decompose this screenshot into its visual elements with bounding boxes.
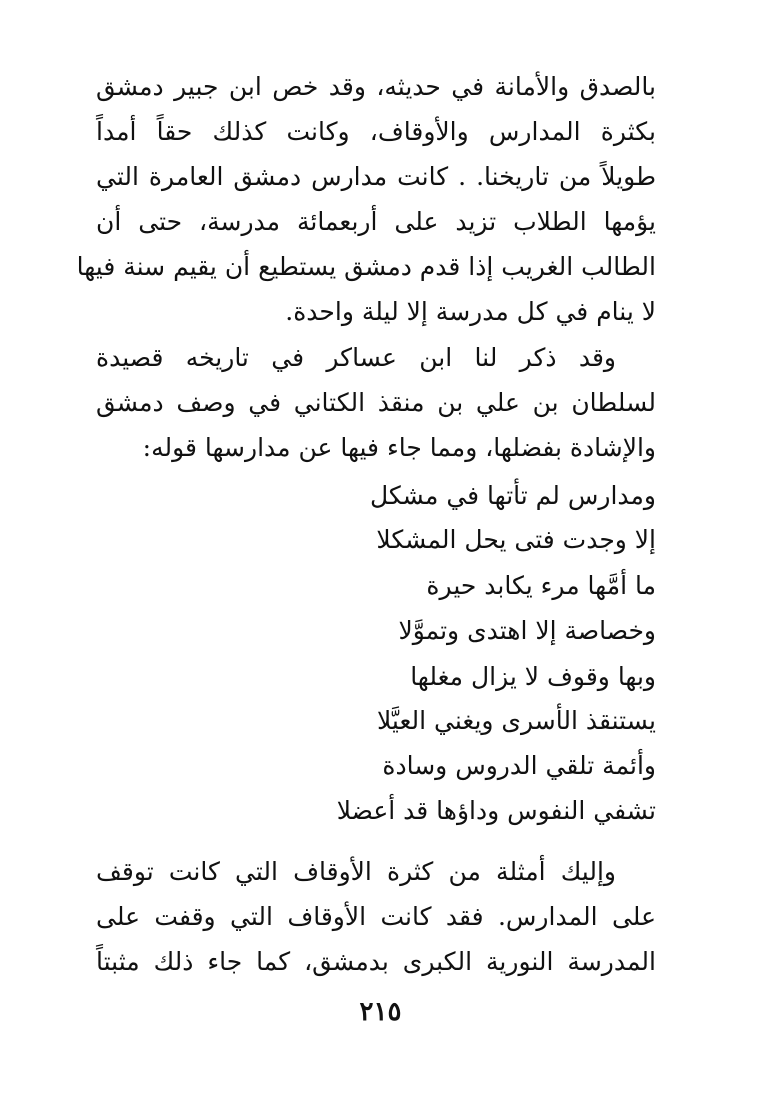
poem-verse: ما أمَّها مرء يكابد حيرة	[426, 571, 656, 600]
text-line: بكثرة المدارس والأوقاف، وكانت كذلك حقاً أمداً	[96, 117, 656, 146]
text-line: المدرسة النورية الكبرى بدمشق، كما جاء ذلك مثبتاً	[96, 947, 656, 976]
text-line: يؤمها الطلاب تزيد على أربعمائة مدرسة، حتى أن	[96, 207, 656, 236]
poem-verse: إلا وجدت فتى يحل المشكلا	[376, 525, 656, 554]
text-line: الطالب الغريب إذا قدم دمشق يستطيع أن يقيم سنة فيها	[76, 252, 656, 281]
poem-verse: وبها وقوف لا يزال مغلها	[410, 662, 656, 691]
text-line: وقد ذكر لنا ابن عساكر في تاريخه قصيدة	[96, 343, 616, 372]
text-line: بالصدق والأمانة في حديثه، وقد خص ابن جبير دمشق	[96, 72, 656, 101]
text-line: طويلاً من تاريخنا. . كانت مدارس دمشق العامرة التي	[96, 162, 656, 191]
text-line: على المدارس. فقد كانت الأوقاف التي وقفت على	[96, 902, 656, 931]
page-number: ٢١٥	[359, 997, 402, 1027]
poem-verse: يستنقذ الأسرى ويغني العيَّلا	[376, 706, 656, 735]
text-line: لسلطان بن علي بن منقذ الكتاني في وصف دمشق	[96, 388, 656, 417]
text-line: وإليك أمثلة من كثرة الأوقاف التي كانت توقف	[96, 857, 616, 886]
poem-verse: وخصاصة إلا اهتدى وتموَّلا	[398, 616, 656, 645]
poem-verse: ومدارس لم تأتها في مشكل	[369, 481, 656, 510]
text-line: لا ينام في كل مدرسة إلا ليلة واحدة.	[285, 297, 656, 326]
text-line: والإشادة بفضلها، ومما جاء فيها عن مدارسها قوله:	[142, 433, 656, 462]
poem-verse: تشفي النفوس وداؤها قد أعضلا	[336, 796, 656, 825]
poem-verse: وأئمة تلقي الدروس وسادة	[382, 751, 656, 780]
